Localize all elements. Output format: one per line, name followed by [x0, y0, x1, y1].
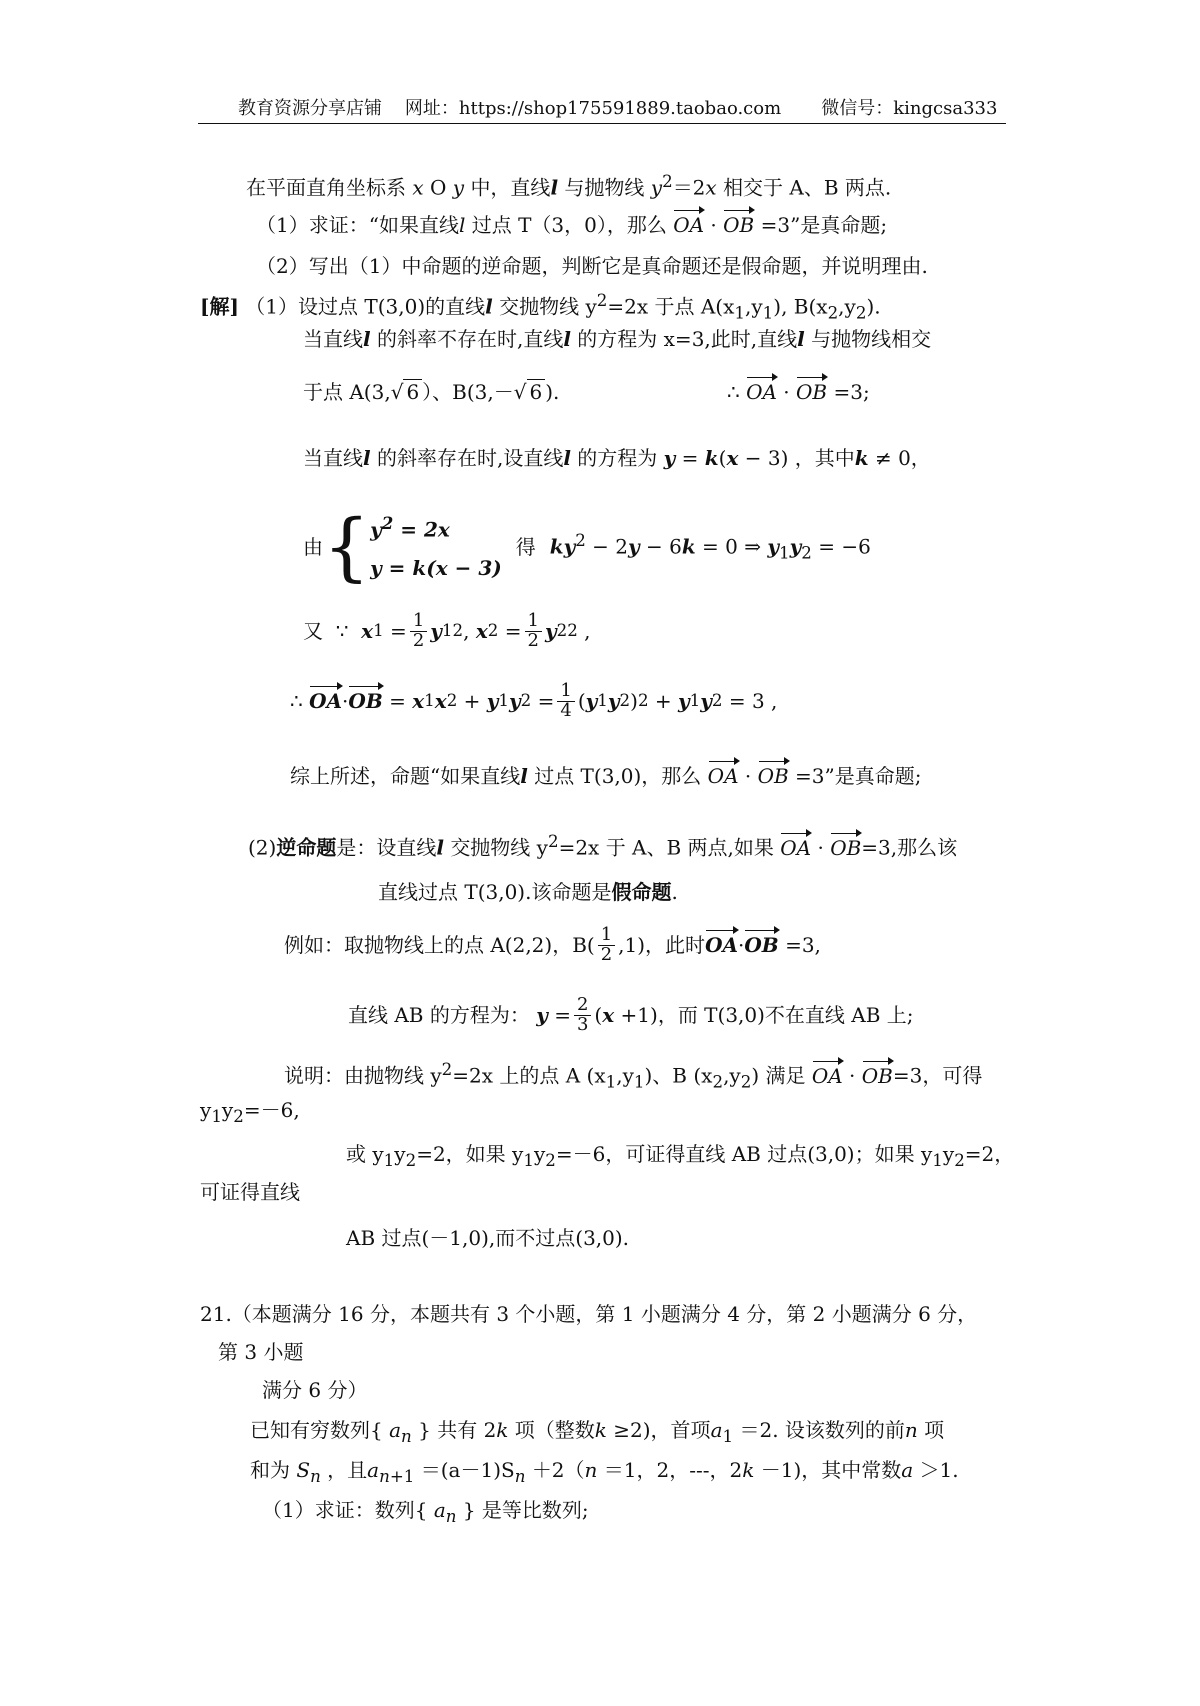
- problem21-text: ＋2（: [531, 1458, 585, 1482]
- intro-text: 相交于 A、B 两点.: [723, 175, 892, 200]
- solution-text: 过点 T(3,0)，那么: [534, 764, 702, 788]
- solution-text: =3，可得: [892, 1063, 983, 1088]
- problem21-text: ＞1.: [919, 1458, 959, 1482]
- converse-statement: (2)逆命题是：设直线l 交抛物线 $y^2=2x$ 于 A、B 两点,如果 OA · OB=3,那么该: [248, 832, 958, 860]
- solution-text: ）、B(3,－: [422, 380, 514, 404]
- solution-text: 当直线: [303, 327, 363, 351]
- explanation-line-5: AB 过点(－1,0),而不过点(3,0).: [346, 1226, 630, 1250]
- solution-line-3: 于点 A(3,√ 6 ）、B(3,－√ 6 ).: [303, 380, 560, 404]
- solution-text: 直线 AB 的方程为：: [348, 1003, 530, 1028]
- solution-text: 是：设直线: [336, 835, 437, 860]
- problem21-text: ＝1，2，---，2: [603, 1458, 743, 1482]
- solution-text: 例如：取抛物线上的点 A(2,2)，B(: [284, 933, 595, 958]
- solution-text: =2x 于 A、B 两点,如果: [558, 835, 774, 860]
- solution-text: 于点 A(x: [654, 294, 735, 319]
- solution-text: =2x 上的点 A (x: [452, 1063, 606, 1088]
- counter-example: 例如：取抛物线上的点 A(2,2)，B( $\frac{1}{2}$ ,1)，此时 OA · OB =3,: [284, 924, 821, 965]
- converse-verdict: [378, 880, 678, 904]
- solution-line-2: 当直线l 的斜率不存在时,直线l 的方程为 x=3,此时,直线l 与抛物线相交: [303, 327, 932, 351]
- problem-intro: 在平面直角坐标系 x O y 中，直线l 与抛物线 $y^2=2x$ 相交于 A、B 两点.: [246, 172, 892, 200]
- problem21-text: } 是等比数列;: [462, 1498, 589, 1522]
- solution-text: =3,那么该: [861, 835, 958, 860]
- solution-label: [解]: [200, 294, 239, 319]
- solution-conclusion: 综上所述，命题“如果直线l 过点 T(3,0)，那么 OA · OB =3”是真命题;: [290, 764, 922, 788]
- solution-text: 说明：由抛物线 y: [284, 1063, 442, 1088]
- solution-text: =3,: [785, 933, 821, 958]
- part1-text: 过点 T（3，0），那么: [471, 213, 667, 237]
- solution-text: ), B(x: [773, 294, 828, 319]
- solution-text: 的方程为: [577, 446, 658, 470]
- solution-line-1: [解] （1）设过点 T(3,0)的直线l 交抛物线 $y^2=2x$ 于点 $A(x_1,y_1)$, $B(x_2,y_2)$.: [200, 291, 881, 323]
- problem21-header-cont2: 满分 6 分）: [262, 1378, 368, 1402]
- solution-text: =3”是真命题;: [795, 764, 922, 788]
- shop-url[interactable]: https://shop175591889.taobao.com: [458, 98, 782, 119]
- problem21-body-1: 已知有穷数列{ $a_n$ } 共有 2k 项（整数k ≥2)，首项$a_1 =2$. 设该数列的前n 项: [250, 1418, 945, 1446]
- solution-text: ) 满足: [751, 1063, 806, 1088]
- line-ab-equation: 直线 AB 的方程为： y = $\frac{2}{3}$ ( x +1) ，而 T(3,0)不在直线 AB 上;: [348, 994, 914, 1035]
- problem21-header: 21.（本题满分 16 分，本题共有 3 个小题，第 1 小题满分 4 分，第 2 小题满分 6 分，: [200, 1302, 978, 1326]
- intro-text: 在平面直角坐标系: [246, 175, 406, 200]
- solution-text: 又: [303, 619, 323, 644]
- solution-text: 由: [303, 535, 323, 560]
- solution-text: =2，: [964, 1142, 1015, 1166]
- part1-text: （1）求证：“如果直线: [256, 213, 459, 237]
- solution-text: =2，如果 y: [416, 1142, 524, 1166]
- explanation-line-3: 或 $y_1y_2=2$，如果 $y_1y_2=-6$，可证得直线 AB 过点(3,0)；如果 $y_1y_2=2$，: [346, 1142, 1015, 1170]
- problem21-header-cont: 第 3 小题: [218, 1340, 304, 1364]
- problem21-q1: （1）求证：数列{ $a_n$ } 是等比数列;: [262, 1498, 589, 1526]
- solution-text: 直线过点 T(3,0).该命题是: [378, 880, 612, 904]
- solution-text: 的方程为 x=3,此时,直线: [577, 327, 798, 351]
- page-header: [238, 98, 997, 120]
- shop-name: 教育资源分享店铺: [238, 98, 382, 119]
- problem21-text: } 共有 2: [418, 1418, 497, 1442]
- equation-dot-product: ∴ OA · OB = x 1 x 2 + y 1 y 2 = $\frac{1}{4}$ ( y 1 y 2 ) 2 + y 1 y 2 = 3 ,: [290, 680, 778, 721]
- solution-line-4: 当直线l 的斜率存在时,设直线l 的方程为 y = k(x − 3) ，其中k ≠ 0，: [303, 446, 931, 470]
- problem-part1: （1）求证：“如果直线l 过点 T（3，0），那么 OA · OB =3”是真命题;: [256, 213, 888, 237]
- solution-text: 交抛物线: [499, 294, 580, 319]
- wechat-label: 微信号：: [821, 98, 894, 119]
- solution-text: 综上所述，命题“如果直线: [290, 764, 521, 788]
- problem21-text: ＝2. 设该数列的前: [739, 1418, 905, 1442]
- problem21-text: ≥2)，首项: [613, 1418, 711, 1442]
- explanation-line-4: 可证得直线: [200, 1180, 300, 1204]
- problem21-text: －1)，其中常数: [760, 1458, 902, 1482]
- explanation-line-2: $y_1y_2=-6$,: [200, 1098, 300, 1126]
- problem21-text: ，且: [327, 1458, 368, 1482]
- solution-text: （1）设过点 T(3,0)的直线: [245, 294, 486, 319]
- left-brace: {: [323, 504, 371, 591]
- solution-text: .: [671, 880, 678, 904]
- wechat-id: kingcsa333: [893, 98, 998, 119]
- solution-text: =－6,: [243, 1098, 300, 1122]
- solution-text: =3;: [833, 380, 870, 404]
- problem21-text: 项: [924, 1418, 945, 1442]
- explanation-line-1: 说明：由抛物线 $y^2=2x$ 上的点 A $(x_1,y_1)$、B $(x_2,y_2)$ 满足 OA · OB=3，可得: [284, 1060, 983, 1092]
- problem-part2: （2）写出（1）中命题的逆命题，判断它是真命题还是假命题，并说明理由.: [256, 254, 928, 278]
- converse-label: 逆命题: [276, 835, 337, 860]
- solution-text: (2): [248, 835, 277, 860]
- problem21-text: 已知有穷数列{: [250, 1418, 383, 1442]
- solution-text: 于点 A(3,: [303, 380, 391, 404]
- solution-text: 得: [515, 535, 536, 560]
- url-label: 网址：: [404, 98, 459, 119]
- solution-text: ).: [545, 380, 560, 404]
- header-rule: [198, 123, 1006, 124]
- intro-text: 中，直线: [470, 175, 551, 200]
- false-proposition-label: 假命题: [611, 880, 672, 904]
- solution-text: ，其中: [794, 446, 855, 470]
- solution-text: 与抛物线相交: [811, 327, 932, 351]
- solution-text: 当直线: [303, 446, 363, 470]
- solution-text: 或 y: [346, 1142, 384, 1166]
- equation-system: 由 { $y^2 = 2x$ y = k(x − 3) 得 $ky^2 - 2y - 6k = 0$ ⇒ $y_1y_2 = -6$: [303, 504, 871, 591]
- solution-line-3-result: ∴ OA · OB =3;: [727, 380, 870, 404]
- problem21-text: （1）求证：数列{: [262, 1498, 428, 1522]
- solution-text: =－6，可证得直线 AB 过点(3,0)；如果 y: [555, 1142, 933, 1166]
- solution-text: ,1)，此时: [618, 933, 706, 958]
- solution-text: )、B (x: [644, 1063, 713, 1088]
- problem21-body-2: 和为 $S_n$ ，且$a_{n+1} =(a-1)S_n +2(n =1$，2，---，2k －1)，其中常数a ＞1.: [250, 1458, 959, 1486]
- solution-text: 的斜率存在时,设直线: [376, 446, 564, 470]
- solution-text: 交抛物线 y: [450, 835, 548, 860]
- problem21-text: 项（整数: [514, 1418, 595, 1442]
- solution-text: ，而 T(3,0)不在直线 AB 上;: [657, 1003, 914, 1028]
- intro-text: 与抛物线: [564, 175, 645, 200]
- part1-text: =3”是真命题;: [760, 213, 888, 237]
- problem21-text: 和为: [250, 1458, 290, 1482]
- equation-x-relation: 又 ∵ x 1 = $\frac{1}{2}$ y 1 2 , x 2 = $\frac{1}{2}$ y 2 2 ,: [303, 610, 591, 651]
- problem21-text: ＝(a－1)S: [420, 1458, 515, 1482]
- solution-text: 的斜率不存在时,直线: [376, 327, 564, 351]
